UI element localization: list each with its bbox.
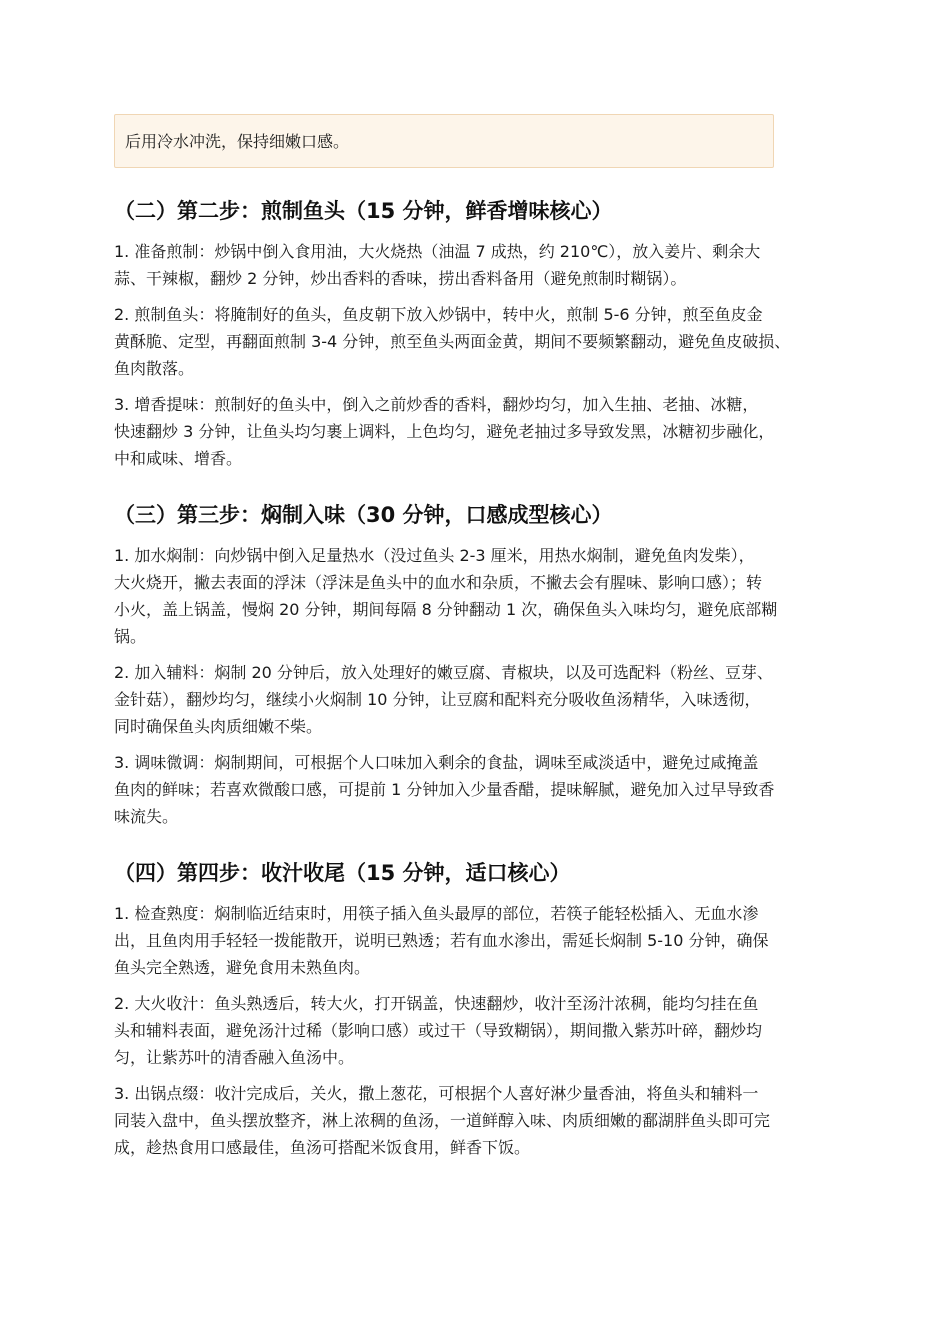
step-paragraph [114, 301, 838, 382]
text-line: 金针菇），翻炒均匀，继续小火焖制 10 分钟，让豆腐和配料充分吸收鱼汤精华，入味透彻， [114, 690, 761, 709]
section-title: （三）第三步：焖制入味（30 分钟，口感成型核心） [114, 503, 613, 527]
step-paragraph [114, 900, 838, 981]
step-paragraph [114, 659, 838, 740]
text-line: 匀，让紫苏叶的清香融入鱼汤中。 [114, 1048, 355, 1067]
text-line: 鱼肉的鲜味；若喜欢微酸口感，可提前 1 分钟加入少量香醋，提味解腻，避免加入过早导致香 [114, 780, 775, 799]
step-paragraph [114, 1080, 838, 1161]
text-line: 同时确保鱼头肉质细嫩不柴。 [114, 717, 323, 736]
tip-box [114, 114, 774, 168]
text-line: 3. 调味微调：焖制期间，可根据个人口味加入剩余的食盐，调味至咸淡适中，避免过咸掩盖 [114, 753, 759, 772]
tip-box-text: 后用冷水冲洗，保持细嫩口感。 [125, 132, 350, 151]
text-line: 2. 加入辅料：焖制 20 分钟后，放入处理好的嫩豆腐、青椒块，以及可选配料（粉丝、豆芽、 [114, 663, 773, 682]
text-line: 2. 大火收汁：鱼头熟透后，转大火，打开锅盖，快速翻炒，收汁至汤汁浓稠，能均匀挂在鱼 [114, 994, 759, 1013]
text-line: 2. 煎制鱼头：将腌制好的鱼头，鱼皮朝下放入炒锅中，转中火，煎制 5-6 分钟，煎至鱼皮金 [114, 305, 763, 324]
section-step-two [114, 196, 838, 472]
step-paragraph [114, 391, 838, 472]
text-line: 大火烧开，撇去表面的浮沫（浮沫是鱼头中的血水和杂质，不撇去会有腥味、影响口感）；转 [114, 573, 763, 592]
step-paragraph [114, 238, 838, 292]
text-line: 锅。 [114, 627, 147, 646]
text-line: 3. 增香提味：煎制好的鱼头中，倒入之前炒香的香料，翻炒均匀，加入生抽、老抽、冰糖， [114, 395, 759, 414]
section-title: （二）第二步：煎制鱼头（15 分钟，鲜香增味核心） [114, 199, 613, 223]
document-page [114, 114, 838, 1170]
section-title: （四）第四步：收汁收尾（15 分钟，适口核心） [114, 861, 571, 885]
text-line: 1. 检查熟度：焖制临近结束时，用筷子插入鱼头最厚的部位，若筷子能轻松插入、无血水渗 [114, 904, 759, 923]
step-paragraph [114, 542, 838, 650]
text-line: 味流失。 [114, 807, 179, 826]
text-line: 头和辅料表面，避免汤汁过稀（影响口感）或过干（导致糊锅），期间撒入紫苏叶碎，翻炒均 [114, 1021, 763, 1040]
text-line: 出，且鱼肉用手轻轻一拨能散开，说明已熟透；若有血水渗出，需延长焖制 5-10 分钟，确保 [114, 931, 769, 950]
section-step-three [114, 500, 838, 830]
text-line: 蒜、干辣椒，翻炒 2 分钟，炒出香料的香味，捞出香料备用（避免煎制时糊锅）。 [114, 269, 687, 288]
text-line: 快速翻炒 3 分钟，让鱼头均匀裹上调料，上色均匀，避免老抽过多导致发黑，冰糖初步融化， [114, 422, 775, 441]
text-line: 小火，盖上锅盖，慢焖 20 分钟，期间每隔 8 分钟翻动 1 次，确保鱼头入味均匀，避免底部糊 [114, 600, 778, 619]
step-paragraph [114, 749, 838, 830]
text-line: 成，趁热食用口感最佳，鱼汤可搭配米饭食用，鲜香下饭。 [114, 1138, 531, 1157]
text-line: 鱼头完全熟透，避免食用未熟鱼肉。 [114, 958, 371, 977]
text-line: 中和咸味、增香。 [114, 449, 243, 468]
section-step-four [114, 858, 838, 1161]
text-line: 黄酥脆、定型，再翻面煎制 3-4 分钟，煎至鱼头两面金黄，期间不要频繁翻动，避免鱼皮破损、 [114, 332, 791, 351]
text-line: 同装入盘中，鱼头摆放整齐，淋上浓稠的鱼汤，一道鲜醇入味、肉质细嫩的鄱湖胖鱼头即可完 [114, 1111, 771, 1130]
text-line: 3. 出锅点缀：收汁完成后，关火，撒上葱花，可根据个人喜好淋少量香油，将鱼头和辅料一 [114, 1084, 759, 1103]
text-line: 鱼肉散落。 [114, 359, 195, 378]
text-line: 1. 准备煎制：炒锅中倒入食用油，大火烧热（油温 7 成热，约 210℃），放入姜片、剩余大 [114, 242, 761, 261]
text-line: 1. 加水焖制：向炒锅中倒入足量热水（没过鱼头 2-3 厘米，用热水焖制，避免鱼肉发柴）， [114, 546, 755, 565]
step-paragraph [114, 990, 838, 1071]
